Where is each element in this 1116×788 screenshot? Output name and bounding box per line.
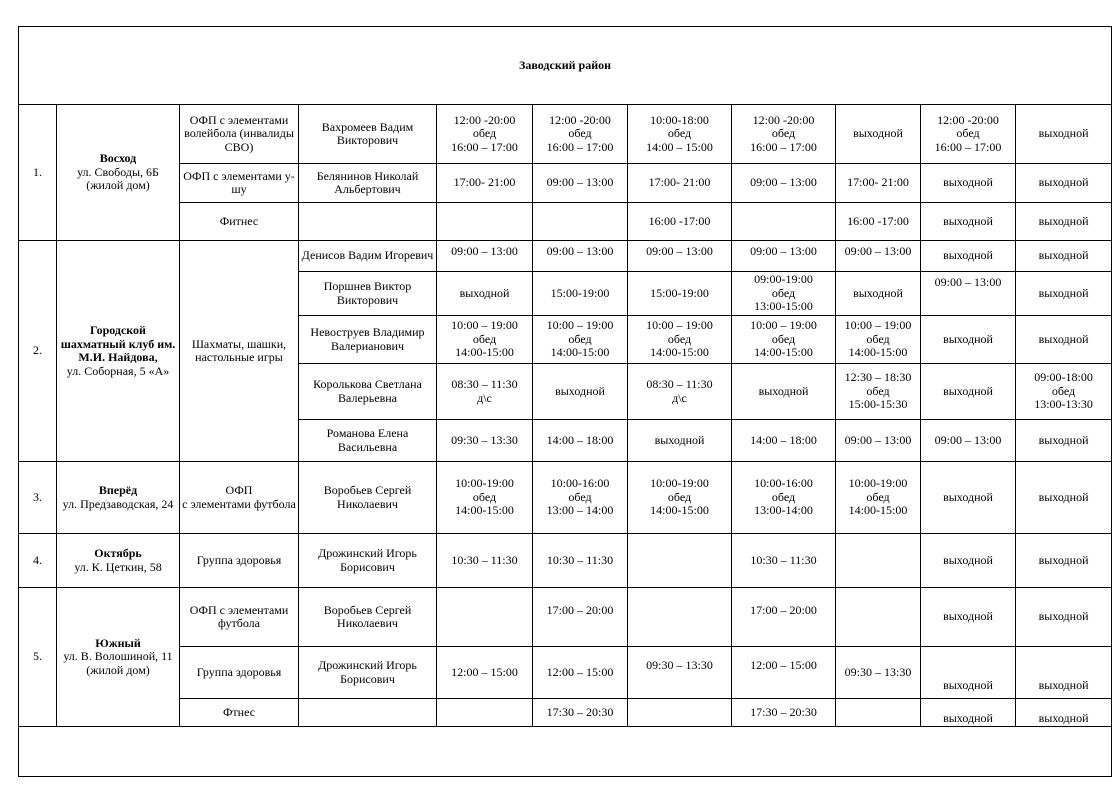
schedule-cell: 16:00 -17:00 bbox=[628, 203, 732, 241]
club-cell bbox=[57, 241, 180, 462]
schedule-cell: 10:00-18:00 обед 14:00 – 15:00 bbox=[628, 105, 732, 164]
schedule-cell: 15:00-19:00 bbox=[533, 272, 628, 316]
club-name: Городской шахматный клуб им. М.И. Найдова, bbox=[60, 323, 176, 364]
schedule-cell: выходной bbox=[1016, 699, 1112, 727]
schedule-cell: 17:30 – 20:30 bbox=[533, 699, 628, 727]
club-address: ул. К. Цеткин, 58 bbox=[74, 559, 162, 574]
schedule-cell: 10:00-16:00 обед 13:00 – 14:00 bbox=[533, 462, 628, 534]
schedule-cell: 12:00 -20:00 обед 16:00 – 17:00 bbox=[533, 105, 628, 164]
schedule-cell: 17:30 – 20:30 bbox=[732, 699, 836, 727]
schedule-cell: 09:00 – 13:00 bbox=[732, 241, 836, 272]
schedule-cell: выходной bbox=[732, 364, 836, 420]
schedule-cell: 12:30 – 18:30 обед 15:00-15:30 bbox=[836, 364, 921, 420]
club-address: ул. Свободы, 6Б (жилой дом) bbox=[77, 164, 159, 193]
schedule-cell: 12:00 – 15:00 bbox=[437, 647, 533, 699]
club-address: ул. В. Волошиной, 11 (жилой дом) bbox=[63, 649, 173, 677]
schedule-cell: выходной bbox=[921, 203, 1016, 241]
schedule-cell: 10:00-16:00 обед 13:00-14:00 bbox=[732, 462, 836, 534]
schedule-cell: 08:30 – 11:30 д\с bbox=[628, 364, 732, 420]
schedule-cell bbox=[836, 588, 921, 647]
schedule-cell: выходной bbox=[1016, 462, 1112, 534]
table-row bbox=[19, 105, 1112, 164]
schedule-cell: 17:00- 21:00 bbox=[836, 164, 921, 203]
club-cell bbox=[57, 534, 180, 588]
schedule-cell bbox=[437, 203, 533, 241]
schedule-cell: выходной bbox=[921, 364, 1016, 420]
schedule-cell: 17:00- 21:00 bbox=[628, 164, 732, 203]
activity-name: Шахматы, шашки, настольные игры bbox=[180, 241, 299, 462]
schedule-cell: 17:00- 21:00 bbox=[437, 164, 533, 203]
schedule-cell: выходной bbox=[1016, 588, 1112, 647]
club-address: ул. Предзаводская, 24 bbox=[62, 496, 174, 511]
schedule-cell: 09:00 – 13:00 bbox=[628, 241, 732, 272]
coach-name: Дрожинский Игорь Борисович bbox=[299, 647, 437, 699]
activity-name: Фтнес bbox=[180, 699, 299, 727]
coach-name: Белянинов Николай Альбертович bbox=[299, 164, 437, 203]
schedule-cell: выходной bbox=[1016, 105, 1112, 164]
schedule-cell: 14:00 – 18:00 bbox=[533, 420, 628, 462]
schedule-cell: 09:00 – 13:00 bbox=[732, 164, 836, 203]
schedule-cell bbox=[628, 699, 732, 727]
schedule-cell: выходной bbox=[1016, 316, 1112, 364]
schedule-cell: 10:00-19:00 обед 14:00-15:00 bbox=[437, 462, 533, 534]
schedule-cell: выходной bbox=[921, 699, 1016, 727]
schedule-cell: 08:30 – 11:30 д\с bbox=[437, 364, 533, 420]
district-title: Заводский район bbox=[19, 27, 1112, 105]
activity-name: Группа здоровья bbox=[180, 647, 299, 699]
schedule-cell: 10:00 – 19:00 обед 14:00-15:00 bbox=[628, 316, 732, 364]
club-cell bbox=[57, 462, 180, 534]
coach-name: Романова Елена Васильевна bbox=[299, 420, 437, 462]
coach-name bbox=[299, 203, 437, 241]
club-address: ул. Соборная, 5 «А» bbox=[66, 363, 170, 378]
activity-name: ОФП с элементами волейбола (инвалиды СВО) bbox=[180, 105, 299, 164]
club-name: Южный bbox=[95, 635, 141, 650]
schedule-cell: выходной bbox=[1016, 534, 1112, 588]
schedule-cell: 09:00 – 13:00 bbox=[533, 164, 628, 203]
table-row bbox=[19, 699, 1112, 727]
schedule-cell: 12:00 – 15:00 bbox=[732, 647, 836, 699]
club-name: Вперёд bbox=[98, 483, 138, 497]
coach-name: Воробьев Сергей Николаевич bbox=[299, 462, 437, 534]
club-number: 4. bbox=[19, 534, 57, 588]
schedule-cell: 09:30 – 13:30 bbox=[836, 647, 921, 699]
schedule-cell: 17:00 – 20:00 bbox=[732, 588, 836, 647]
schedule-cell: выходной bbox=[533, 364, 628, 420]
schedule-cell: выходной bbox=[921, 316, 1016, 364]
activity-name: ОФП с элементами футбола bbox=[180, 588, 299, 647]
schedule-cell: выходной bbox=[437, 272, 533, 316]
schedule-cell: выходной bbox=[836, 105, 921, 164]
activity-name: ОФП с элементами у-шу bbox=[180, 164, 299, 203]
coach-name: Воробьев Сергей Николаевич bbox=[299, 588, 437, 647]
schedule-cell: 10:30 – 11:30 bbox=[437, 534, 533, 588]
schedule-cell: 09:00 – 13:00 bbox=[921, 272, 1016, 316]
schedule-cell: выходной bbox=[1016, 420, 1112, 462]
schedule-cell: выходной bbox=[921, 588, 1016, 647]
empty-footer-cell bbox=[19, 727, 1112, 777]
schedule-cell: 09:00-18:00 обед 13:00-13:30 bbox=[1016, 364, 1112, 420]
schedule-cell: 10:00 – 19:00 обед 14:00-15:00 bbox=[836, 316, 921, 364]
schedule-cell: выходной bbox=[921, 241, 1016, 272]
club-cell bbox=[57, 588, 180, 727]
club-cell bbox=[57, 105, 180, 241]
schedule-table bbox=[18, 26, 1112, 777]
schedule-cell bbox=[836, 534, 921, 588]
schedule-cell: выходной bbox=[1016, 164, 1112, 203]
club-number: 3. bbox=[19, 462, 57, 534]
activity-name: Группа здоровья bbox=[180, 534, 299, 588]
coach-name: Невоструев Владимир Валерианович bbox=[299, 316, 437, 364]
schedule-cell: 12:00 -20:00 обед 16:00 – 17:00 bbox=[437, 105, 533, 164]
schedule-cell: 10:00-19:00 обед 14:00-15:00 bbox=[628, 462, 732, 534]
schedule-cell: 15:00-19:00 bbox=[628, 272, 732, 316]
schedule-cell: 09:00 – 13:00 bbox=[437, 241, 533, 272]
schedule-cell: 09:30 – 13:30 bbox=[437, 420, 533, 462]
schedule-cell: 14:00 – 18:00 bbox=[732, 420, 836, 462]
schedule-cell bbox=[437, 588, 533, 647]
schedule-cell: 09:00 – 13:00 bbox=[836, 241, 921, 272]
table-row bbox=[19, 534, 1112, 588]
schedule-cell: выходной bbox=[1016, 203, 1112, 241]
table-row bbox=[19, 203, 1112, 241]
activity-name: ОФП с элементами футбола bbox=[180, 462, 299, 534]
coach-name: Королькова Светлана Валерьевна bbox=[299, 364, 437, 420]
schedule-cell: 12:00 -20:00 обед 16:00 – 17:00 bbox=[732, 105, 836, 164]
schedule-cell: выходной bbox=[1016, 272, 1112, 316]
schedule-cell: 10:00-19:00 обед 14:00-15:00 bbox=[836, 462, 921, 534]
table-row bbox=[19, 462, 1112, 534]
schedule-cell: 09:00 – 13:00 bbox=[836, 420, 921, 462]
table-row bbox=[19, 241, 1112, 272]
table-row bbox=[19, 588, 1112, 647]
coach-name: Дрожинский Игорь Борисович bbox=[299, 534, 437, 588]
club-number: 5. bbox=[19, 588, 57, 727]
schedule-cell bbox=[533, 203, 628, 241]
club-name: Восход bbox=[99, 151, 137, 166]
schedule-cell: выходной bbox=[921, 462, 1016, 534]
schedule-cell: 12:00 -20:00 обед 16:00 – 17:00 bbox=[921, 105, 1016, 164]
schedule-cell bbox=[628, 588, 732, 647]
table-row bbox=[19, 647, 1112, 699]
schedule-cell bbox=[732, 203, 836, 241]
schedule-cell bbox=[836, 699, 921, 727]
schedule-cell: 09:00 – 13:00 bbox=[533, 241, 628, 272]
schedule-cell: 10:30 – 11:30 bbox=[732, 534, 836, 588]
schedule-cell: 12:00 – 15:00 bbox=[533, 647, 628, 699]
schedule-cell: 10:00 – 19:00 обед 14:00-15:00 bbox=[732, 316, 836, 364]
schedule-cell: 16:00 -17:00 bbox=[836, 203, 921, 241]
schedule-cell: выходной bbox=[1016, 647, 1112, 699]
table-row bbox=[19, 164, 1112, 203]
footer-row bbox=[19, 727, 1112, 777]
schedule-cell: 09:00-19:00 обед 13:00-15:00 bbox=[732, 272, 836, 316]
activity-name: Фитнес bbox=[180, 203, 299, 241]
schedule-cell: выходной bbox=[628, 420, 732, 462]
schedule-cell: выходной bbox=[921, 647, 1016, 699]
coach-name bbox=[299, 699, 437, 727]
schedule-cell bbox=[437, 699, 533, 727]
schedule-cell: 09:00 – 13:00 bbox=[921, 420, 1016, 462]
club-number: 2. bbox=[19, 241, 57, 462]
schedule-cell: 09:30 – 13:30 bbox=[628, 647, 732, 699]
schedule-cell: 10:00 – 19:00 обед 14:00-15:00 bbox=[533, 316, 628, 364]
coach-name: Вахромеев Вадим Викторович bbox=[299, 105, 437, 164]
club-name: Октябрь bbox=[94, 546, 142, 560]
schedule-cell: 10:30 – 11:30 bbox=[533, 534, 628, 588]
coach-name: Поршнев Виктор Викторович bbox=[299, 272, 437, 316]
club-number: 1. bbox=[19, 105, 57, 241]
schedule-cell: выходной bbox=[1016, 241, 1112, 272]
schedule-cell bbox=[628, 534, 732, 588]
schedule-cell: выходной bbox=[921, 534, 1016, 588]
coach-name: Денисов Вадим Игоревич bbox=[299, 241, 437, 272]
schedule-cell: выходной bbox=[836, 272, 921, 316]
schedule-cell: выходной bbox=[921, 164, 1016, 203]
schedule-cell: 10:00 – 19:00 обед 14:00-15:00 bbox=[437, 316, 533, 364]
title-row bbox=[19, 27, 1112, 105]
schedule-cell: 17:00 – 20:00 bbox=[533, 588, 628, 647]
